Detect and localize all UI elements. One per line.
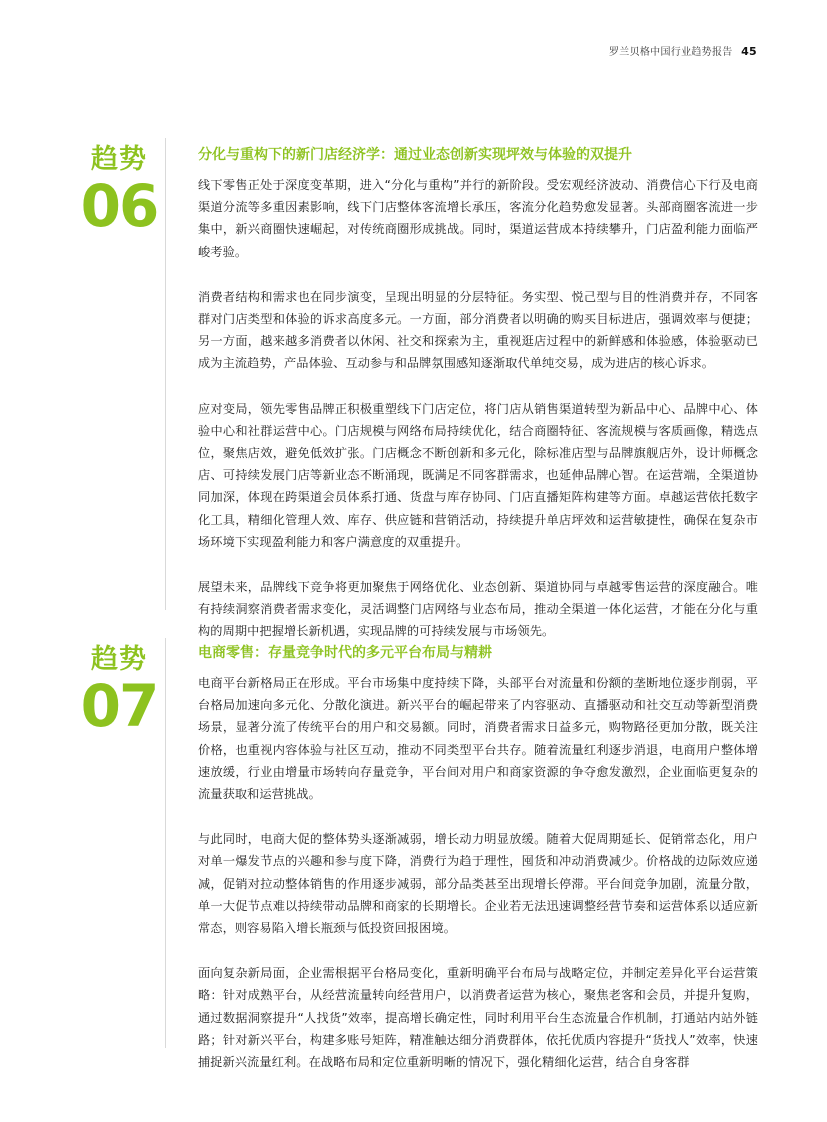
paragraph: 与此同时，电商大促的整体势头逐渐减弱，增长动力明显放缓。随着大促周期延长、促销常态化，用户对单一爆发节点的兴趣和参与度下降，消费行为趋于理性，囤货和冲动消费减少。价格战的边际效应递减，促销对拉动整体销售的作用逐步减弱，部分品类甚至出现增长停滞。平台间竞争加剧，流量分散，单一大促节点难以持续带动品牌和商家的长期增长。企业若无法迅速调整经营节奏和运营体系以适应新常态，则容易陷入增长瓶颈与低投资回报困境。 [198,832,758,936]
section-title: 分化与重构下的新门店经济学：通过业态创新实现坪效与体验的双提升 [198,147,632,163]
section-divider-line [165,638,166,1048]
section-title: 电商零售：存量竞争时代的多元平台布局与精耕 [198,645,492,661]
trend-06-section [198,146,758,666]
page-number: 45 [741,45,757,58]
paragraph: 线下零售正处于深度变革期，进入“分化与重构”并行的新阶段。受宏观经济波动、消费信心下行及电商渠道分流等多重因素影响，线下门店整体客流增长承压，客流分化趋势愈发显著。头部商圈客流进一步集中，新兴商圈快速崛起，对传统商圈形成挑战。同时，渠道运营成本持续攀升，门店盈利能力面临严峻考验。 [198,178,758,259]
trend-number: 06 [80,172,158,240]
trend-word: 趋势 [91,644,147,675]
trend-06-label [80,144,158,240]
section-divider-line [165,138,166,610]
report-title: 罗兰贝格中国行业趋势报告 [608,47,733,58]
paragraph: 面向复杂新局面，企业需根据平台格局变化，重新明确平台布局与战略定位，并制定差异化平台运营策略：针对成熟平台，从经营流量转向经营用户，以消费者运营为核心，聚焦老客和会员，并提升复购，通过数据洞察提升“人找货”效率，提高增长确定性，同时利用平台生态流量合作机制，打通站内站外链路；针对新兴平台，构建多账号矩阵，精准触达细分消费群体，依托优质内容提升“货找人”效率，快速捕捉新兴流量红利。在战略布局和定位重新明晰的情况下，强化精细化运营，结合自身客群 [198,966,758,1070]
paragraph: 消费者结构和需求也在同步演变，呈现出明显的分层特征。务实型、悦己型与目的性消费并存，不同客群对门店类型和体验的诉求高度多元。一方面，部分消费者以明确的购买目标进店，强调效率与便捷；另一方面，越来越多消费者以休闲、社交和探索为主，重视逛店过程中的新鲜感和体验感，体验驱动已成为主流趋势，产品体验、互动参与和品牌氛围感知逐渐取代单纯交易，成为进店的核心诉求。 [198,289,758,371]
trend-07-section [198,644,758,1096]
trend-word: 趋势 [91,144,147,175]
trend-number: 07 [80,672,158,740]
trend-07-label [80,644,158,740]
paragraph: 应对变局，领先零售品牌正积极重塑线下门店定位，将门店从销售渠道转型为新品中心、品牌中心、体验中心和社群运营中心。门店规模与网络布局持续优化，结合商圈特征、客流规模与客质画像，精选点位，聚焦店效，避免低效扩张。门店概念不断创新和多元化，除标准店型与品牌旗舰店外，设计师概念店、可持续发展门店等新业态不断涌现，既满足不同客群需求，也延伸品牌心智。在运营端，全渠道协同加深，体现在跨渠道会员体系打通、货盘与库存协同、门店直播矩阵构建等方面。卓越运营依托数字化工具，精细化管理人效、库存、供应链和营销活动，持续提升单店坪效和运营敏捷性，确保在复杂市场环境下实现盈利能力和客户满意度的双重提升。 [198,401,758,549]
paragraph: 电商平台新格局正在形成。平台市场集中度持续下降，头部平台对流量和份额的垄断地位逐步削弱，平台格局加速向多元化、分散化演进。新兴平台的崛起带来了内容驱动、直播驱动和社交互动等新型消费场景，显著分流了传统平台的用户和交易额。同时，消费者需求日益多元，购物路径更加分散，既关注价格，也重视内容体验与社区互动，推动不同类型平台共存。随着流量红利逐步消退，电商用户整体增速放缓，行业由增量市场转向存量竞争，平台间对用户和商家资源的争夺愈发激烈，企业面临更复杂的流量获取和运营挑战。 [198,676,758,802]
paragraph: 展望未来，品牌线下竞争将更加聚焦于网络优化、业态创新、渠道协同与卓越零售运营的深度融合。唯有持续洞察消费者需求变化，灵活调整门店网络与业态布局，推动全渠道一体化运营，才能在分化与重构的周期中把握增长新机遇，实现品牌的可持续发展与市场领先。 [198,580,758,639]
page-header [609,43,757,58]
